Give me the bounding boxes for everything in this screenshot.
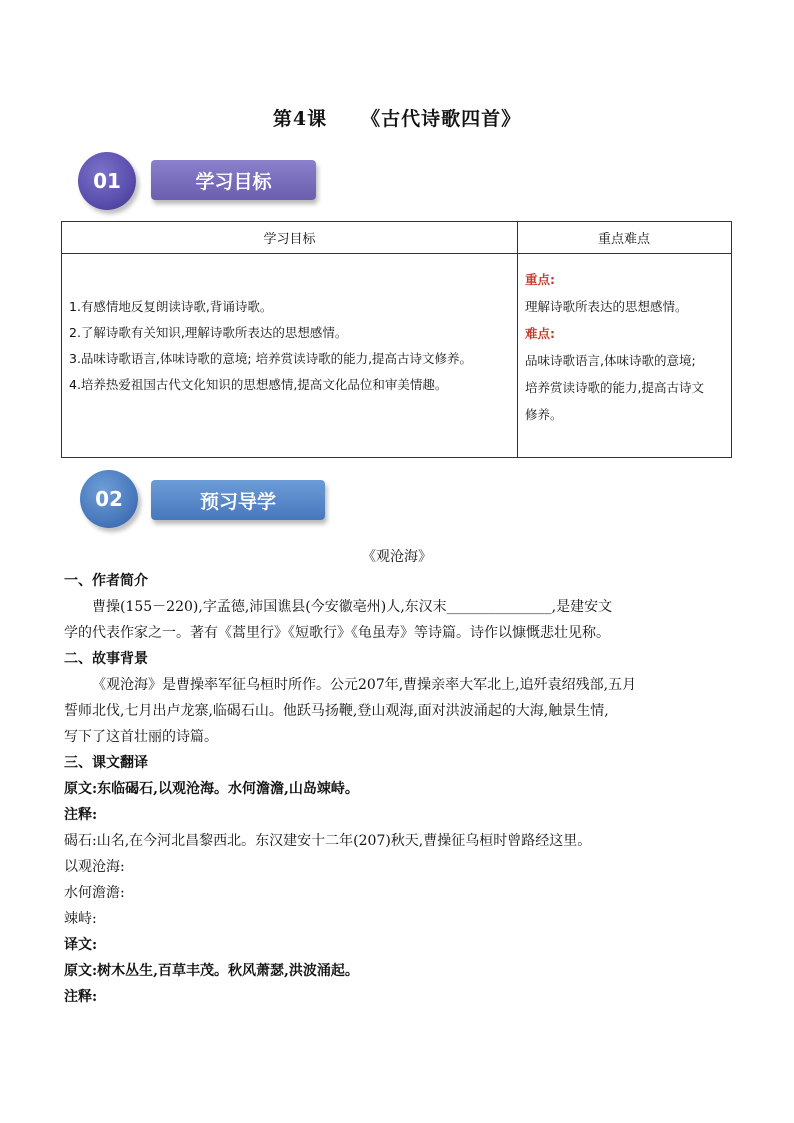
background-para-line: 《观沧海》是曹操率军征乌桓时所作。公元207年,曹操亲率大军北上,追歼袁绍残部,五月	[92, 677, 637, 693]
key-difficulty-list	[525, 266, 730, 428]
difficulty-line: 培养赏读诗歌的能力,提高古诗文	[525, 380, 704, 395]
poem-title: 《观沧海》	[362, 549, 432, 565]
section2-number: 02	[95, 487, 123, 511]
title-book: 《古代诗歌四首》	[361, 108, 522, 130]
background-para-line: 写下了这首壮丽的诗篇。	[64, 729, 218, 745]
col-header-objectives: 学习目标	[62, 222, 517, 254]
section2-label: 预习导学	[199, 490, 276, 513]
section1-number-badge	[78, 152, 136, 210]
notes-label: 注释:	[64, 807, 98, 823]
section1-banner	[151, 160, 316, 200]
heading-background: 二、故事背景	[64, 651, 148, 667]
difficulty-label: 难点:	[525, 326, 555, 341]
note-line: 竦峙:	[64, 911, 97, 927]
note-line: 水何澹澹:	[64, 885, 125, 901]
note-line: 碣石:山名,在今河北昌黎西北。东汉建安十二年(207)秋天,曹操征乌桓时曾路经这里。	[64, 833, 592, 849]
author-para-line: 学的代表作家之一。著有《蒿里行》《短歌行》《龟虽寿》等诗篇。诗作以慷慨悲壮见称。	[64, 625, 610, 641]
heading-translation: 三、课文翻译	[64, 755, 148, 771]
key-text: 理解诗歌所表达的思想感情。	[525, 299, 688, 314]
background-para-line: 誓师北伐,七月出卢龙寨,临碣石山。他跃马扬鞭,登山观海,面对洪波涌起的大海,触景生情,	[64, 703, 609, 719]
difficulty-line: 品味诗歌语言,体味诗歌的意境;	[525, 353, 696, 368]
section2-banner	[151, 480, 325, 520]
page-title	[0, 104, 794, 131]
translation-label: 译文:	[64, 937, 98, 953]
section1-label: 学习目标	[195, 170, 272, 193]
difficulty-line: 修养。	[525, 407, 563, 422]
table-divider	[517, 222, 518, 457]
author-para-line: 曹操(155－220),字孟德,沛国谯县(今安徽亳州)人,东汉末_______________,是建安文	[92, 599, 613, 615]
heading-author: 一、作者简介	[64, 573, 148, 589]
objective-item: 1.有感情地反复朗读诗歌,背诵诗歌。	[69, 299, 273, 314]
section2-number-badge	[80, 470, 138, 528]
title-lesson: 第4课	[272, 108, 328, 130]
section1-number: 01	[93, 169, 121, 193]
objectives-list	[69, 294, 472, 398]
note-line: 以观沧海:	[64, 859, 125, 875]
original-text: 原文:东临碣石,以观沧海。水何澹澹,山岛竦峙。	[64, 781, 359, 797]
key-label: 重点:	[525, 272, 555, 287]
lesson-content	[64, 568, 724, 1010]
notes-label: 注释:	[64, 989, 98, 1005]
col-header-key-points: 重点难点	[517, 222, 731, 254]
objective-item: 4.培养热爱祖国古代文化知识的思想感情,提高文化品位和审美情趣。	[69, 377, 448, 392]
objective-item: 3.品味诗歌语言,体味诗歌的意境; 培养赏读诗歌的能力,提高古诗文修养。	[69, 351, 473, 366]
objective-item: 2.了解诗歌有关知识,理解诗歌所表达的思想感情。	[69, 325, 348, 340]
original-text: 原文:树木丛生,百草丰茂。秋风萧瑟,洪波涌起。	[64, 963, 359, 979]
objectives-table	[61, 221, 732, 458]
